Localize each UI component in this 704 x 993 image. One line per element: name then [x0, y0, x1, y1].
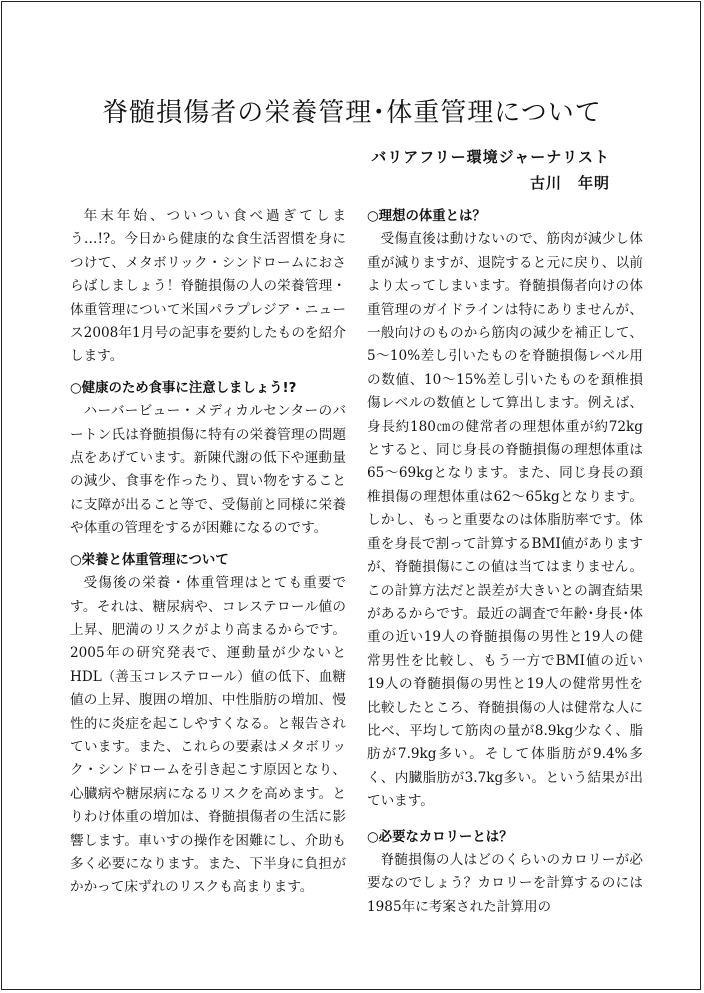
intro-paragraph: 年末年始、ついつい食べ過ぎてしまう…!?。今日から健康的な食生活習慣を身につけて、メタボリック・シンドロームにおさらばしましょう！脊髄損傷の人の栄養管理・体重管理について米国パラプレジア・ニュース2008年1月号の記事を要約したものを紹介します。 — [70, 208, 346, 365]
section-heading-ideal-weight: ○理想の体重とは？ — [367, 209, 486, 224]
right-column — [367, 205, 643, 919]
page-title: 脊髄損傷者の栄養管理･体重管理について — [102, 98, 602, 128]
section-body-nutrition-weight: 受傷後の栄養・体重管理はとても重要です。それは、糖尿病や、コレステロール値の上昇、肥満のリスクがより高まるからです。2005年の研究発表で、運動量が少ないとHDL（善玉コレステロール）値の低下、血糖値の上昇、腹囲の増加、中性脂肪の増加、慢性的に炎症を起こしやすくなる。と報告されています。また、これらの要素はメタボリック・シンドロームを引き起こす原因となり、心臓病や糖尿病になるリスクを高めます。とりわけ体重の増加は、脊髄損傷者の生活に影響します。車いすの操作を困難にし、介助も多く必要になります。また、下半身に負担がかかって床ずれのリスクも高まります。 — [70, 575, 346, 896]
section-heading-health-diet: ○健康のため食事に注意しましょう!? — [70, 380, 297, 396]
section-heading-nutrition-weight: ○栄養と体重管理について — [70, 552, 229, 568]
section-body-health-diet: ハーバービュー・メディカルセンターのバートン氏は脊髄損傷に特有の栄養管理の問題点をあげています。新陳代謝の低下や運動量の減少、食事を作ったり、買い物をすることに支障が出ること等で、受傷前と同様に栄養や体重の管理をするが困難になるのです。 — [70, 403, 346, 537]
section-heading-required-calories: ○必要なカロリーとは？ — [367, 829, 513, 845]
left-column — [70, 205, 346, 900]
section-body-ideal-weight: 受傷直後は動けないので、筋肉が減少し体重が減りますが、退院すると元に戻り、以前より太ってしまいます。脊髄損傷者向けの体重管理のガイドラインは特にありませんが、一般向けのものから筋肉の減少を補正して、5～10%差し引いたものを脊髄損傷レベル用の数値、10～15%差し引いたものを頚椎損傷レベルの数値として算出します。例えば、身長約180㎝の健常者の理想体重が約72kgとすると、同じ身長の脊髄損傷の理想体重は65～69kgとなります。また、同じ身長の頚椎損傷の理想体重は62～65kgとなります。しかし、もっと重要なのは体脂肪率です。体重を身長で割って計算するBMI値がありますが、脊髄損傷にこの値は当てはまりません。この計算方法だと誤差が大きいとの調査結果があるからです。最近の調査で年齢･身長･体重の近い19人の脊髄損傷の男性と19人の健常男性を比較し、もう一方でBMI値の近い19人の脊髄損傷の男性と19人の健常男性を比較したところ、脊髄損傷の人は健常な人に比べ、平均して筋肉の量が8.9kg少なく、脂肪が7.9kg多い。そして体脂肪が9.4%多く、内臓脂肪が3.7kg多い。という結果が出ています。 — [367, 231, 643, 810]
author-affiliation: バリアフリー環境ジャーナリスト — [371, 148, 610, 166]
author-name: 古川 年明 — [529, 174, 610, 192]
section-body-required-calories: 脊髄損傷の人はどのくらいのカロリーが必要なのでしょう？カロリーを計算するのには1985年に考案された計算用の — [367, 851, 643, 915]
